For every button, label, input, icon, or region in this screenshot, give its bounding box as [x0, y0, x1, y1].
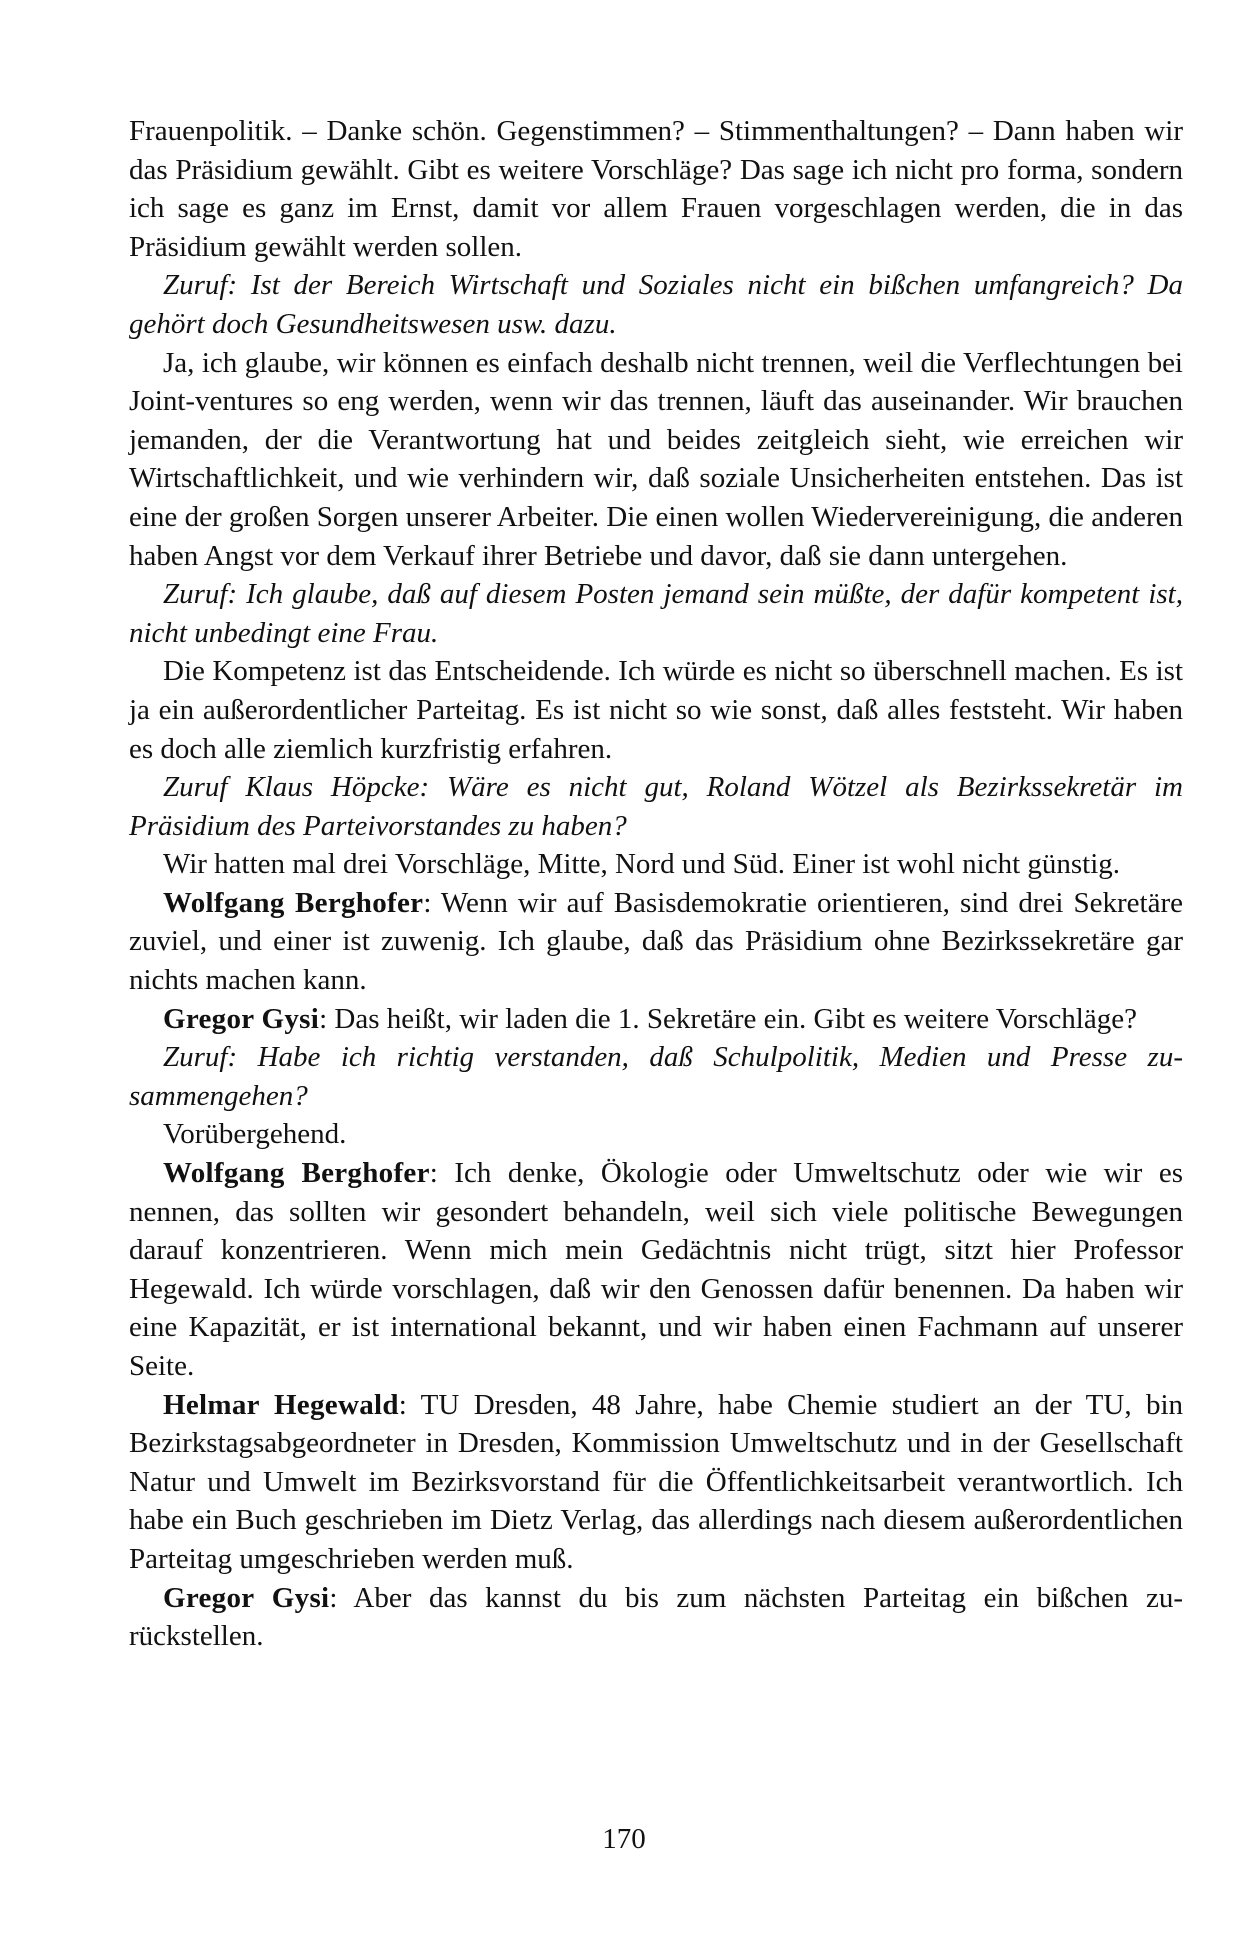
paragraph-text: : Ich denke, Ökologie oder Umweltschutz oder wie wir es nennen, das sollten wir gesondert behandeln, weil sich viele politische Bewegungen darauf konzentrieren. Wenn mich mein Gedächtnis nicht trügt, sitzt hier Professor Hegewald. Ich würde vorschlagen, daß wir den Genossen dafür benennen. Da haben wir eine Kapazität, er ist international bekannt, und wir haben einen Fachmann auf unserer Seite. — [129, 1157, 1183, 1382]
speaker-name: Gregor Gysi — [163, 1581, 330, 1614]
paragraph-text: : Das heißt, wir laden die 1. Sekretäre ein. Gibt es weitere Vorschläge? — [319, 1002, 1137, 1035]
interjection-text: Zuruf: Ist der Bereich Wirtschaft und Soziales nicht ein bißchen umfangreich? Da gehört doch Gesundheitswesen usw. dazu. — [129, 269, 1183, 340]
paragraph-8 — [129, 884, 1183, 1000]
paragraph-text: Ja, ich glaube, wir können es einfach deshalb nicht trennen, weil die Verflechtungen bei Joint-ventures so eng werden, wenn wir das trennen, läuft das auseinander. Wir brauchen jemanden, der die Verantwortung hat und beides zeitgleich sieht, wie erreichen wir Wirtschaftlichkeit, und wie verhindern wir, daß soziale Unsicherheiten entstehen. Das ist eine der großen Sorgen unserer Arbeiter. Die einen wollen Wiedervereinigung, die anderen haben Angst vor dem Verkauf ihrer Betriebe und davor, daß sie dann untergehen. — [129, 346, 1183, 572]
paragraph-14 — [129, 1579, 1183, 1656]
paragraph-11 — [129, 1115, 1183, 1154]
page-body — [129, 112, 1183, 1656]
paragraph-text: : Wenn wir auf Basisdemokratie orientieren, sind drei Sekretäre zuviel, und einer ist zuwenig. Ich glaube, daß das Präsidium ohne Bezirkssekretäre gar nichts machen kann. — [129, 886, 1183, 997]
paragraph-10 — [129, 1038, 1183, 1115]
speaker-name: Gregor Gysi — [163, 1002, 320, 1035]
paragraph-1 — [129, 112, 1183, 266]
interjection-text: Zuruf Klaus Höpcke: Wäre es nicht gut, Roland Wötzel als Bezirkssekretär im Präsidium des Parteivorstandes zu haben? — [129, 771, 1183, 842]
paragraph-13 — [129, 1386, 1183, 1579]
paragraph-text: Vorübergehend. — [163, 1118, 347, 1151]
paragraph-text: Die Kompetenz ist das Entscheidende. Ich würde es nicht so überschnell machen. Es ist ja ein außerordentlicher Parteitag. Es ist nicht so wie sonst, daß alles feststeht. Wir haben es doch alle ziemlich kurzfristig erfahren. — [129, 655, 1183, 765]
speaker-name: Helmar Hegewald — [163, 1388, 399, 1421]
paragraph-6 — [129, 768, 1183, 845]
speaker-name: Wolfgang Berghofer — [163, 886, 424, 919]
paragraph-12 — [129, 1154, 1183, 1386]
paragraph-3 — [129, 344, 1183, 576]
interjection-text: Zuruf: Ich glaube, daß auf diesem Posten jemand sein müßte, der dafür kompetent ist, nicht unbedingt eine Frau. — [129, 578, 1183, 649]
paragraph-9 — [129, 1000, 1183, 1039]
speaker-name: Wolfgang Berghofer — [163, 1157, 430, 1190]
paragraph-text: Wir hatten mal drei Vorschläge, Mitte, Nord und Süd. Einer ist wohl nicht günstig. — [163, 848, 1121, 881]
paragraph-text: : Aber das kannst du bis zum nächsten Parteitag ein bißchen zurückstellen. — [129, 1581, 1183, 1653]
paragraph-text: Frauenpolitik. – Danke schön. Gegenstimmen? – Stimmenthaltungen? – Dann haben wir das Präsidium gewählt. Gibt es weitere Vorschläge? Das sage ich nicht pro forma, sondern ich sage es ganz im Ernst, damit vor allem Frauen vorgeschlagen werden, die in das Präsidium gewählt werden sollen. — [129, 115, 1183, 263]
interjection-text: Zuruf: Habe ich richtig verstanden, daß Schulpolitik, Medien und Presse zusammengehen? — [129, 1041, 1183, 1112]
paragraph-2 — [129, 266, 1183, 343]
paragraph-5 — [129, 652, 1183, 768]
paragraph-text: : TU Dresden, 48 Jahre, habe Chemie studiert an der TU, bin Bezirkstagsabgeordneter in Dresden, Kommission Umweltschutz und in der Gesellschaft Natur und Umwelt im Bezirksvorstand für die Öffentlichkeitsarbeit verantwortlich. Ich habe ein Buch geschrieben im Dietz Verlag, das allerdings nach diesem außerordentlichen Parteitag umgeschrieben werden muß. — [129, 1388, 1183, 1575]
page-number: 170 — [602, 1823, 646, 1855]
paragraph-7 — [129, 845, 1183, 884]
paragraph-4 — [129, 575, 1183, 652]
